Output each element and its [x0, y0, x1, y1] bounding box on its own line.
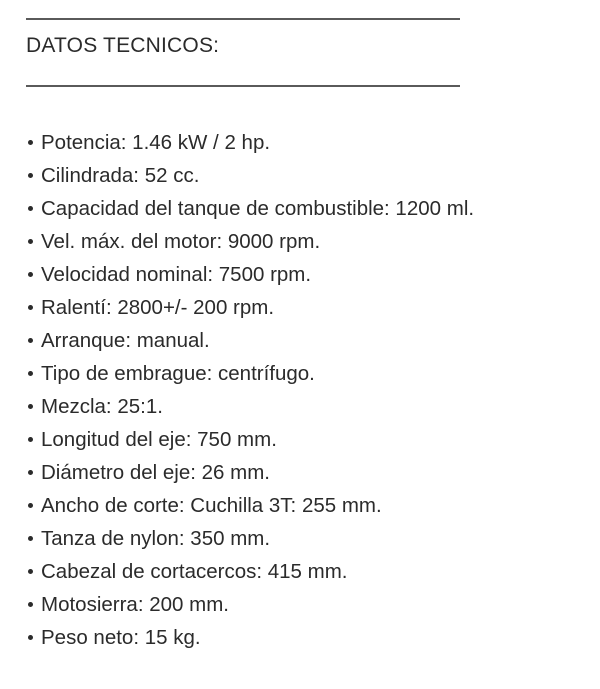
bottom-divider: [26, 85, 460, 87]
spec-text: Peso neto: 15 kg.: [41, 626, 201, 649]
bullet-icon: [28, 338, 33, 343]
spec-text: Potencia: 1.46 kW / 2 hp.: [41, 131, 271, 154]
spec-item-potencia: [26, 126, 474, 159]
section-title: DATOS TECNICOS:: [26, 34, 220, 57]
bullet-icon: [28, 206, 33, 211]
spec-text: Vel. máx. del motor: 9000 rpm.: [41, 230, 321, 253]
spec-text: Capacidad del tanque de combustible: 1200 ml.: [41, 197, 475, 220]
spec-item-ralenti: [26, 291, 474, 324]
bullet-icon: [28, 173, 33, 178]
bullet-icon: [28, 437, 33, 442]
spec-item-embrague: [26, 357, 474, 390]
spec-text: Arranque: manual.: [41, 329, 210, 352]
spec-item-tanza-nylon: [26, 522, 474, 555]
bullet-icon: [28, 371, 33, 376]
spec-item-velocidad-nominal: [26, 258, 474, 291]
spec-list: [26, 126, 474, 654]
bullet-icon: [28, 635, 33, 640]
bullet-icon: [28, 536, 33, 541]
spec-item-cilindrada: [26, 159, 474, 192]
spec-item-mezcla: [26, 390, 474, 423]
bullet-icon: [28, 404, 33, 409]
spec-text: Diámetro del eje: 26 mm.: [41, 461, 271, 484]
spec-item-motosierra: [26, 588, 474, 621]
spec-text: Cabezal de cortacercos: 415 mm.: [41, 560, 348, 583]
spec-text: Longitud del eje: 750 mm.: [41, 428, 277, 451]
spec-item-longitud-eje: [26, 423, 474, 456]
spec-item-vel-max: [26, 225, 474, 258]
bullet-icon: [28, 272, 33, 277]
bullet-icon: [28, 305, 33, 310]
spec-item-ancho-corte: [26, 489, 474, 522]
spec-item-cabezal-cortacercos: [26, 555, 474, 588]
bullet-icon: [28, 569, 33, 574]
bullet-icon: [28, 602, 33, 607]
spec-item-peso-neto: [26, 621, 474, 654]
spec-text: Tipo de embrague: centrífugo.: [41, 362, 315, 385]
spec-text: Cilindrada: 52 cc.: [41, 164, 200, 187]
spec-text: Ancho de corte: Cuchilla 3T: 255 mm.: [41, 494, 382, 517]
spec-text: Ralentí: 2800+/- 200 rpm.: [41, 296, 275, 319]
spec-item-arranque: [26, 324, 474, 357]
bullet-icon: [28, 503, 33, 508]
bullet-icon: [28, 140, 33, 145]
spec-item-capacidad-tanque: [26, 192, 474, 225]
spec-text: Velocidad nominal: 7500 rpm.: [41, 263, 312, 286]
spec-item-diametro-eje: [26, 456, 474, 489]
spec-text: Tanza de nylon: 350 mm.: [41, 527, 271, 550]
bullet-icon: [28, 239, 33, 244]
bullet-icon: [28, 470, 33, 475]
top-divider: [26, 18, 460, 20]
spec-text: Motosierra: 200 mm.: [41, 593, 229, 616]
spec-text: Mezcla: 25:1.: [41, 395, 163, 418]
